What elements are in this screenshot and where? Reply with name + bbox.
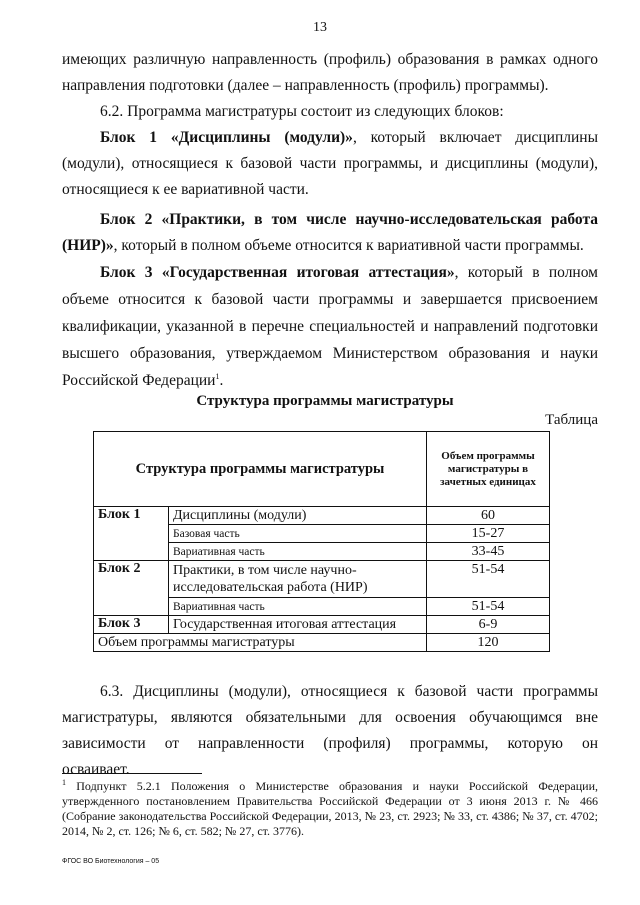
table-header-row <box>94 432 550 507</box>
header-structure-cell: Структура программы магистратуры <box>94 432 427 507</box>
row-name-cell: Практики, в том числе научно-исследовательская работа (НИР) <box>169 561 427 598</box>
block2-paragraph <box>62 207 598 259</box>
table-total-row <box>94 634 550 652</box>
footnote-ref[interactable]: 1 <box>215 371 220 381</box>
block3-paragraph: Блок 3 «Государственная итоговая аттестация», который в полном объеме относится к базовой части программы и завершается присвоением квалификации, указанной в перечне специальностей и направлений подготовки высшего образования, утверждаемом Министерством образования и науки Российской Федерации$^1$. <box>62 264 598 389</box>
table-row <box>94 616 550 634</box>
block2-title: Блок 2 «Практики, в том числе научно-исследовательская работа (НИР)» <box>62 211 598 254</box>
block1-text: , который включает дисциплины (модули), относящиеся к базовой части программы, и дисциплины (модули), относящиеся к ее вариативной части. <box>62 129 598 198</box>
row-name-cell: Базовая часть <box>169 525 427 543</box>
row-value-cell: 51-54 <box>427 561 550 598</box>
block2-text: , который в полном объеме относится к вариативной части программы. <box>113 237 584 254</box>
page-number: 13 <box>313 20 327 35</box>
section-6-3-paragraph: 6.3. Дисциплины (модули), относящиеся к базовой части программы магистратуры, являются обязательными для освоения обучающимся вне зависимости от направленности (профиля) программы, которую он осваивает. <box>62 683 598 778</box>
intro-paragraph: имеющих различную направленность (профиль) образования в рамках одного направления подготовки (далее – направленность (профиль) программы). <box>62 51 598 94</box>
page-footer: ФГОС ВО Биотехнология – 05 <box>62 858 160 865</box>
program-structure-table <box>93 431 550 652</box>
header-volume-cell: Объем программы магистратуры в зачетных единицах <box>427 432 550 507</box>
total-name-cell: Объем программы магистратуры <box>94 634 427 652</box>
block-cell: Блок 2 <box>94 561 169 616</box>
row-name-cell: Вариативная часть <box>169 598 427 616</box>
footnote-text: Подпункт 5.2.1 Положения о Министерстве образования и науки Российской Федерации, утвержденного постановлением Правительства Российской Федерации от 3 июня 2013 г. № 466 (Собрание законодательства Российской Федерации, 2013, № 23, ст. 2923; № 33, ст. 4386; № 37, ст. 4702; 2014, № 2, ст. 126; № 6, ст. 582; № 27, ст. 3776). <box>62 779 598 838</box>
footnote <box>62 779 598 839</box>
footnote-divider <box>62 773 202 774</box>
table-row <box>94 507 550 525</box>
section-6-2-paragraph: 6.2. Программа магистратуры состоит из следующих блоков: <box>100 103 504 120</box>
block3-text: , который в полном объеме относится к базовой части программы и завершается присвоением квалификации, указанной в перечне специальностей и направлений подготовки высшего образования, утверждаемом Министерством образования и науки Российской Федерации <box>62 264 598 389</box>
block3-title: Блок 3 «Государственная итоговая аттестация» <box>100 264 455 281</box>
block-cell: Блок 3 <box>94 616 169 634</box>
footnote-mark: 1 <box>62 778 66 787</box>
row-name-cell: Дисциплины (модули) <box>169 507 427 525</box>
row-name-cell: Вариативная часть <box>169 543 427 561</box>
block-cell: Блок 1 <box>94 507 169 561</box>
row-value-cell: 33-45 <box>427 543 550 561</box>
block1-paragraph <box>62 125 598 203</box>
row-value-cell: 15-27 <box>427 525 550 543</box>
row-value-cell: 51-54 <box>427 598 550 616</box>
table-label: Таблица <box>545 412 598 428</box>
row-value-cell: 6-9 <box>427 616 550 634</box>
total-value-cell: 120 <box>427 634 550 652</box>
row-value-cell: 60 <box>427 507 550 525</box>
block1-title: Блок 1 «Дисциплины (модули)» <box>100 129 353 146</box>
table-title: Структура программы магистратуры <box>196 393 454 409</box>
table-row <box>94 561 550 598</box>
row-name-cell: Государственная итоговая аттестация <box>169 616 427 634</box>
